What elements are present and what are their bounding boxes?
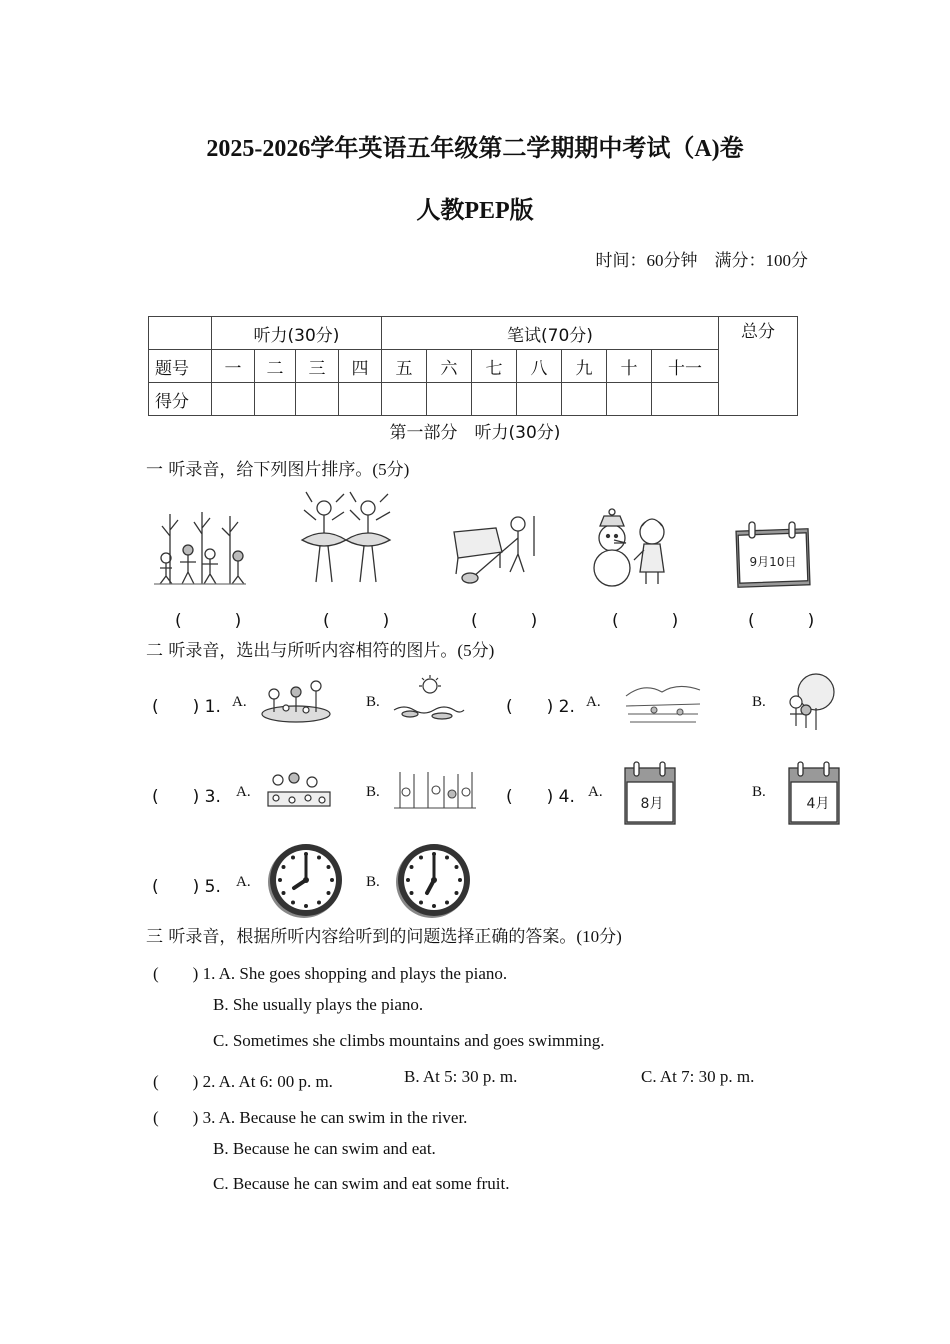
section3-title: 三 听录音，根据所听内容给听到的问题选择正确的答案。 [146,927,577,947]
score-table [148,316,798,416]
section2-points: (5分) [457,641,495,660]
option-b-label: B. [752,784,766,800]
option-a-label: A. [232,694,247,710]
option-3-2-b: B. At 5: 30 p. m. [404,1067,518,1086]
option-b-label: B. [366,694,380,710]
section1-title: 一 听录音，给下列图片排序。 [146,460,373,480]
section3-points: (10分) [576,927,622,946]
calendar-month-b: 4月 [806,796,830,812]
question-2-2[interactable]: ( ) 2. [506,697,575,717]
score-cell[interactable] [339,383,382,416]
score-cell[interactable] [607,383,652,416]
time-info: 时间：60分钟 满分：100分 [595,251,808,270]
option-3-1-b: B. She usually plays the piano. [213,995,424,1014]
answer-bracket-2[interactable]: ( ) [323,611,408,631]
score-cell[interactable] [296,383,339,416]
garden-kids-picture[interactable] [264,770,334,810]
snowman-picture [590,508,682,588]
col-9: 九 [562,350,607,383]
score-cell[interactable] [212,383,255,416]
listening-header: 听力(30分) [212,317,382,350]
score-cell[interactable] [255,383,296,416]
writing-header: 笔试(70分) [382,317,719,350]
option-3-3-c: C. Because he can swim and eat some fruit. [213,1174,510,1193]
answer-bracket-1[interactable]: ( ) [175,611,260,631]
question-3-1[interactable]: ( ) 1. A. She goes shopping and plays the piano. [153,964,508,983]
picnic-picture[interactable] [258,674,334,724]
exam-subtitle: 人教PEP版 [416,198,534,224]
row-label-item: 题号 [149,350,212,383]
section1-heading [146,455,409,480]
calendar-august-picture[interactable] [622,760,678,826]
question-3-3[interactable]: ( ) 3. A. Because he can swim in the river. [153,1108,468,1127]
answer-bracket-4[interactable]: ( ) [612,611,697,631]
exam-title: 2025-2026学年英语五年级第二学期期中考试（A)卷 [206,136,744,162]
cleaning-room-picture [450,510,542,586]
calendar-date: 9月10日 [749,555,797,569]
option-3-2-c: C. At 7: 30 p. m. [641,1067,755,1086]
question-3-2[interactable]: ( ) 2. A. At 6: 00 p. m. [153,1072,333,1091]
clock-eight-icon[interactable] [266,840,346,920]
option-3-3-b: B. Because he can swim and eat. [213,1139,436,1158]
score-cell[interactable] [517,383,562,416]
tree-planting-picture[interactable] [392,768,478,810]
option-b-label: B. [752,694,766,710]
calendar-april-picture[interactable] [786,760,842,826]
planting-trees-picture [152,506,248,586]
col-8: 八 [517,350,562,383]
section2-heading [146,636,494,661]
col-5: 五 [382,350,427,383]
section3-heading [146,922,622,947]
score-cell[interactable] [382,383,427,416]
option-3-1-c: C. Sometimes she climbs mountains and goes swimming. [213,1031,605,1050]
option-a-label: A. [586,694,601,710]
calendar-month-a: 8月 [640,796,664,812]
swimming-sun-picture[interactable] [390,674,466,724]
question-2-4[interactable]: ( ) 4. [506,787,575,807]
dancing-picture [294,490,404,590]
section1-points: (5分) [372,460,410,479]
tree-kids-picture[interactable] [782,672,840,732]
question-2-1[interactable]: ( ) 1. [152,697,221,717]
answer-bracket-5[interactable]: ( ) [748,611,833,631]
col-10: 十 [607,350,652,383]
col-7: 七 [472,350,517,383]
answer-bracket-3[interactable]: ( ) [471,611,556,631]
question-2-5[interactable]: ( ) 5. [152,877,221,897]
score-cell[interactable] [427,383,472,416]
river-picture[interactable] [624,678,702,726]
col-4: 四 [339,350,382,383]
option-b-label: B. [366,784,380,800]
option-b-label: B. [366,874,380,890]
option-a-label: A. [236,874,251,890]
score-cell[interactable] [562,383,607,416]
col-6: 六 [427,350,472,383]
col-2: 二 [255,350,296,383]
score-cell[interactable] [652,383,719,416]
col-1: 一 [212,350,255,383]
col-11: 十一 [652,350,719,383]
row-label-score: 得分 [149,383,212,416]
option-a-label: A. [236,784,251,800]
part-title: 第一部分 听力(30分) [389,423,561,443]
question-2-3[interactable]: ( ) 3. [152,787,221,807]
score-cell[interactable] [472,383,517,416]
clock-seven-icon[interactable] [394,840,474,920]
total-header: 总分 [719,317,798,416]
col-3: 三 [296,350,339,383]
calendar-picture [733,520,813,590]
option-a-label: A. [588,784,603,800]
section2-title: 二 听录音，选出与所听内容相符的图片。 [146,641,458,661]
